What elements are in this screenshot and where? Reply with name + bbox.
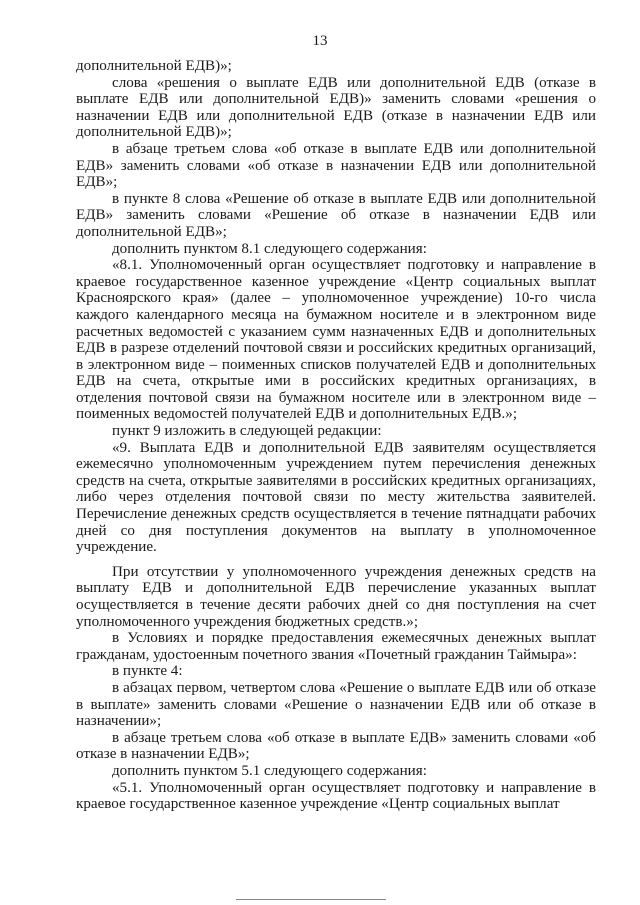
page-number: 13 [312,33,328,49]
document-body [76,58,596,813]
paragraph-15: «5.1. Уполномоченный орган осуществляет подготовку и направление в краевое государственное казенное учреждение «Центр социальных выплат [76,779,596,813]
paragraph-1: дополнительной ЕДВ)»; [76,58,232,74]
paragraph-12: в абзацах первом, четвертом слова «Решение о выплате ЕДВ или об отказе в выплате» заменить словами «Решение о назначении ЕДВ или об отказе в назначении»; [76,679,596,730]
paragraph-8: «9. Выплата ЕДВ и дополнительной ЕДВ заявителям осуществляется ежемесячно уполномоченным учреждением путем перечисления денежных средств на счета, открытые заявителями в российских кредитных организациях, либо через отделения почтовой связи по месту жительства заявителей. Перечисление денежных средств осуществляется в течение пятнадцати рабочих дней со дня поступления документов на выплату в уполномоченное учреждение. [76,439,596,556]
paragraph-4: в пункте 8 слова «Решение об отказе в выплате ЕДВ или дополнительной ЕДВ» заменить словами «Решение об отказе в назначении ЕДВ или дополнительной ЕДВ»; [76,190,596,240]
paragraph-11: в пункте 4: [112,663,183,680]
scan-edge-line [236,899,386,900]
paragraph-9: При отсутствии у уполномоченного учреждения денежных средств на выплату ЕДВ и дополнительной ЕДВ перечисление указанных выплат осуществляется в течение десяти рабочих дней со дня поступления на счет уполномоченного учреждения бюджетных средств.»; [76,563,596,630]
paragraph-7: пункт 9 изложить в следующей редакции: [112,423,382,440]
paragraph-2: слова «решения о выплате ЕДВ или дополнительной ЕДВ (отказе в выплате ЕДВ или дополнительной ЕДВ)» заменить словами «решения о назначении ЕДВ или дополнительной ЕДВ (отказе в назначении ЕДВ или дополнительной ЕДВ)»; [76,74,596,141]
paragraph-13: в абзаце третьем слова «об отказе в выплате ЕДВ» заменить словами «об отказе в назначении ЕДВ»; [76,729,596,763]
paragraph-14: дополнить пунктом 5.1 следующего содержания: [112,762,427,779]
paragraph-10: в Условиях и порядке предоставления ежемесячных денежных выплат гражданам, удостоенным почетного звания «Почетный гражданин Таймыра»: [76,630,596,663]
paragraph-5: дополнить пунктом 8.1 следующего содержания: [112,240,427,257]
paragraph-3: в абзаце третьем слова «об отказе в выплате ЕДВ или дополнительной ЕДВ» заменить словами «об отказе в назначении ЕДВ или дополнительной ЕДВ»; [76,140,596,191]
paragraph-6: «8.1. Уполномоченный орган осуществляет подготовку и направление в краевое государственное казенное учреждение «Центр социальных выплат Красноярского края» (далее – уполномоченное учреждение) 10-го числа каждого календарного месяца на бумажном носителе и в электронном виде расчетных ведомостей с указанием сумм назначенных ЕДВ и дополнительных ЕДВ в разрезе отделений почтовой связи и российских кредитных организаций, в электронном виде – поименных списков получателей ЕДВ и дополнительных ЕДВ на счета, открытые ими в российских кредитных организациях, в отделения почтовой связи на бумажном носителе или в электронном виде – поименных ведомостей получателей ЕДВ и дополнительных ЕДВ.»; [76,257,596,423]
